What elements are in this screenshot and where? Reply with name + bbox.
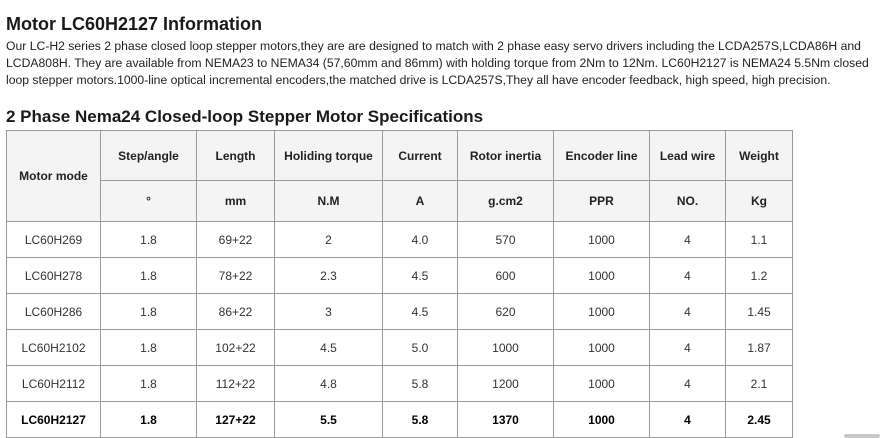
units-row bbox=[7, 181, 793, 222]
table-cell: 5.8 bbox=[383, 402, 458, 438]
table-cell: 78+22 bbox=[197, 258, 275, 294]
table-row bbox=[7, 366, 793, 402]
table-cell: 1000 bbox=[554, 366, 650, 402]
unit-cell: mm bbox=[197, 181, 275, 222]
header-cell: Lead wire bbox=[650, 131, 726, 181]
table-cell: 69+22 bbox=[197, 222, 275, 258]
table-cell: 1.8 bbox=[101, 222, 197, 258]
model-cell: LC60H2102 bbox=[7, 330, 101, 366]
table-cell: 112+22 bbox=[197, 366, 275, 402]
table-cell: 1370 bbox=[458, 402, 554, 438]
table-cell: 1.8 bbox=[101, 330, 197, 366]
table-cell: 1.8 bbox=[101, 366, 197, 402]
table-cell: 5.5 bbox=[275, 402, 383, 438]
table-cell: 4.0 bbox=[383, 222, 458, 258]
table-cell: 86+22 bbox=[197, 294, 275, 330]
table-row bbox=[7, 330, 793, 366]
unit-cell: A bbox=[383, 181, 458, 222]
horizontal-scrollbar-thumb[interactable] bbox=[844, 434, 880, 438]
table-cell: 102+22 bbox=[197, 330, 275, 366]
model-cell: LC60H2112 bbox=[7, 366, 101, 402]
table-cell: 4 bbox=[650, 258, 726, 294]
table-cell: 3 bbox=[275, 294, 383, 330]
table-cell: 1000 bbox=[554, 294, 650, 330]
table-cell: 4 bbox=[650, 402, 726, 438]
table-cell: 570 bbox=[458, 222, 554, 258]
model-cell: LC60H278 bbox=[7, 258, 101, 294]
table-cell: 1.87 bbox=[726, 330, 793, 366]
table-cell: 4 bbox=[650, 294, 726, 330]
table-cell: 1000 bbox=[458, 330, 554, 366]
table-cell: 4 bbox=[650, 366, 726, 402]
specs-table bbox=[6, 130, 793, 438]
table-cell: 127+22 bbox=[197, 402, 275, 438]
table-cell: 1.2 bbox=[726, 258, 793, 294]
table-cell: 1.45 bbox=[726, 294, 793, 330]
header-motor-mode: Motor mode bbox=[7, 131, 101, 222]
page-title: Motor LC60H2127 Information bbox=[6, 14, 263, 34]
table-cell: 1.8 bbox=[101, 294, 197, 330]
unit-cell: g.cm2 bbox=[458, 181, 554, 222]
table-cell: 4.5 bbox=[383, 294, 458, 330]
header-row bbox=[7, 131, 793, 181]
unit-cell: N.M bbox=[275, 181, 383, 222]
specs-heading: 2 Phase Nema24 Closed-loop Stepper Motor Specifications bbox=[6, 107, 484, 126]
table-cell: 1000 bbox=[554, 258, 650, 294]
table-cell: 1000 bbox=[554, 222, 650, 258]
table-cell: 2.45 bbox=[726, 402, 793, 438]
header-cell: Encoder line bbox=[554, 131, 650, 181]
unit-cell: ° bbox=[101, 181, 197, 222]
table-cell: 1.8 bbox=[101, 402, 197, 438]
table-cell: 620 bbox=[458, 294, 554, 330]
header-cell: Step/angle bbox=[101, 131, 197, 181]
header-cell: Holiding torque bbox=[275, 131, 383, 181]
header-cell: Weight bbox=[726, 131, 793, 181]
unit-cell: PPR bbox=[554, 181, 650, 222]
table-cell: 2.3 bbox=[275, 258, 383, 294]
header-cell: Current bbox=[383, 131, 458, 181]
table-cell: 2 bbox=[275, 222, 383, 258]
table-cell: 4.8 bbox=[275, 366, 383, 402]
table-cell: 4.5 bbox=[383, 258, 458, 294]
table-row bbox=[7, 222, 793, 258]
intro-paragraph: Our LC-H2 series 2 phase closed loop stepper motors,they are are designed to match with 2 phase easy servo drivers including the LCDA257S,LCDA86H and LCDA808H. They are available from NEMA23 to NEMA34 (57,60mm and 86mm) with holding torque from 2Nm to 12Nm. LC60H2127 is NEMA24 5.5Nm closed loop stepper motors.1000-line optical incremental encoders,the matched drive is LCDA257S,They all have encoder feedback, high speed, high precision. bbox=[6, 39, 869, 87]
table-cell: 1200 bbox=[458, 366, 554, 402]
header-cell: Length bbox=[197, 131, 275, 181]
table-cell: 1000 bbox=[554, 330, 650, 366]
table-cell: 2.1 bbox=[726, 366, 793, 402]
table-cell: 5.8 bbox=[383, 366, 458, 402]
table-cell: 600 bbox=[458, 258, 554, 294]
table-cell: 1000 bbox=[554, 402, 650, 438]
table-cell: 4 bbox=[650, 330, 726, 366]
model-cell: LC60H286 bbox=[7, 294, 101, 330]
header-cell: Rotor inertia bbox=[458, 131, 554, 181]
unit-cell: NO. bbox=[650, 181, 726, 222]
table-cell: 1.1 bbox=[726, 222, 793, 258]
model-cell: LC60H269 bbox=[7, 222, 101, 258]
table-row bbox=[7, 258, 793, 294]
table-cell: 1.8 bbox=[101, 258, 197, 294]
table-cell: 4 bbox=[650, 222, 726, 258]
table-cell: 4.5 bbox=[275, 330, 383, 366]
table-row-highlighted bbox=[7, 402, 793, 438]
table-row bbox=[7, 294, 793, 330]
model-cell: LC60H2127 bbox=[7, 402, 101, 438]
unit-cell: Kg bbox=[726, 181, 793, 222]
table-cell: 5.0 bbox=[383, 330, 458, 366]
